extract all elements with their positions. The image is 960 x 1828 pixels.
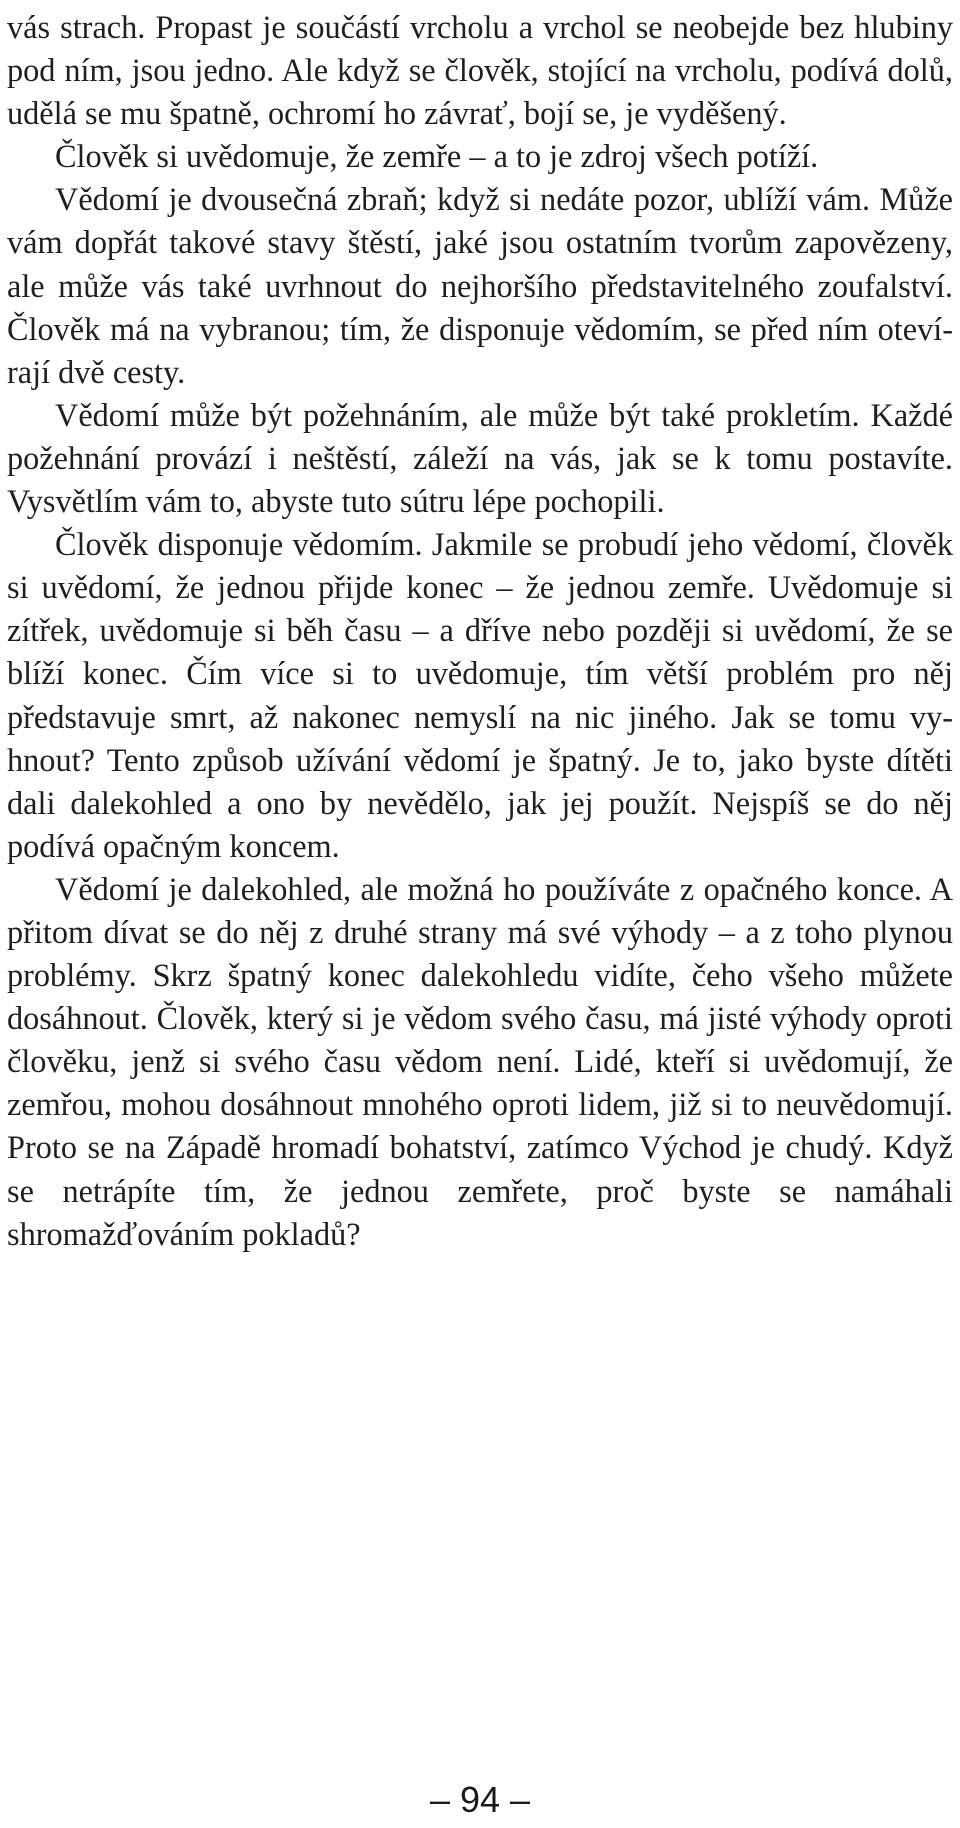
paragraph-6: Vědomí je dalekohled, ale možná ho používáte z opačného konce. A přitom dívat se do něj z druhé strany má své výhody – a z toho plynou problémy. Skrz špatný konec dalekohledu vidíte, čeho všeho můžete dosáhnout. Člověk, který si je vědom svého času, má jisté výhody oproti člověku, jenž si svého času vědom není. Lidé, kteří si uvědomují, že zemřou, mohou dosáhnout mnohého oproti lidem, již si to neuvědomují. Proto se na Západě hromadí bohatství, zatímco Východ je chudý. Když se netrápíte tím, že jednou zemřete, proč byste se namáhali shromažďováním pokladů?: [7, 870, 953, 1252]
paragraph-1: vás strach. Propast je součástí vrcholu a vrchol se neobejde bez hlubiny pod ním, jsou jedno. Ale když se člověk, stojící na vrcholu, podívá dolů, udělá se mu špatně, ochromí ho závrať, bojí se, je vyděšený.: [7, 9, 953, 132]
paragraph-3: Vědomí je dvousečná zbraň; když si nedáte pozor, ublíží vám. Může vám dopřát takové stavy štěstí, jaké jsou ostatním tvorům zapovězeny, ale může vás také uvrhnout do nejhoršího představitelného zoufalství. Člověk má na vybranou; tím, že disponuje vědomím, se před ním otevírají dvě cesty.: [7, 181, 953, 390]
paragraph-2: Člověk si uvědomuje, že zemře – a to je zdroj všech potíží.: [55, 138, 819, 175]
book-page: [7, 6, 953, 1256]
paragraph-5: Člověk disponuje vědomím. Jakmile se probudí jeho vědomí, člověk si uvědomí, že jednou přijde konec – že jednou zemře. Uvědomuje si zítřek, uvědomuje si běh času – a dříve nebo později si uvědomí, že se blíží konec. Čím více si to uvědomuje, tím větší problém pro něj představuje smrt, až nakonec nemyslí na nic jiného. Jak se tomu vyhnout? Tento způsob užívání vědomí je špatný. Je to, jako byste dítěti dali dalekohled a ono by nevědělo, jak jej použít. Nejspíš se do něj podívá opačným koncem.: [7, 526, 953, 864]
paragraph-4: Vědomí může být požehnáním, ale může být také prokletím. Každé požehnání provází i neštěstí, záleží na vás, jak se k tomu postavíte. Vysvětlím vám to, abyste tuto sútru lépe pochopili.: [7, 396, 953, 520]
page-number: – 94 –: [429, 1779, 531, 1820]
